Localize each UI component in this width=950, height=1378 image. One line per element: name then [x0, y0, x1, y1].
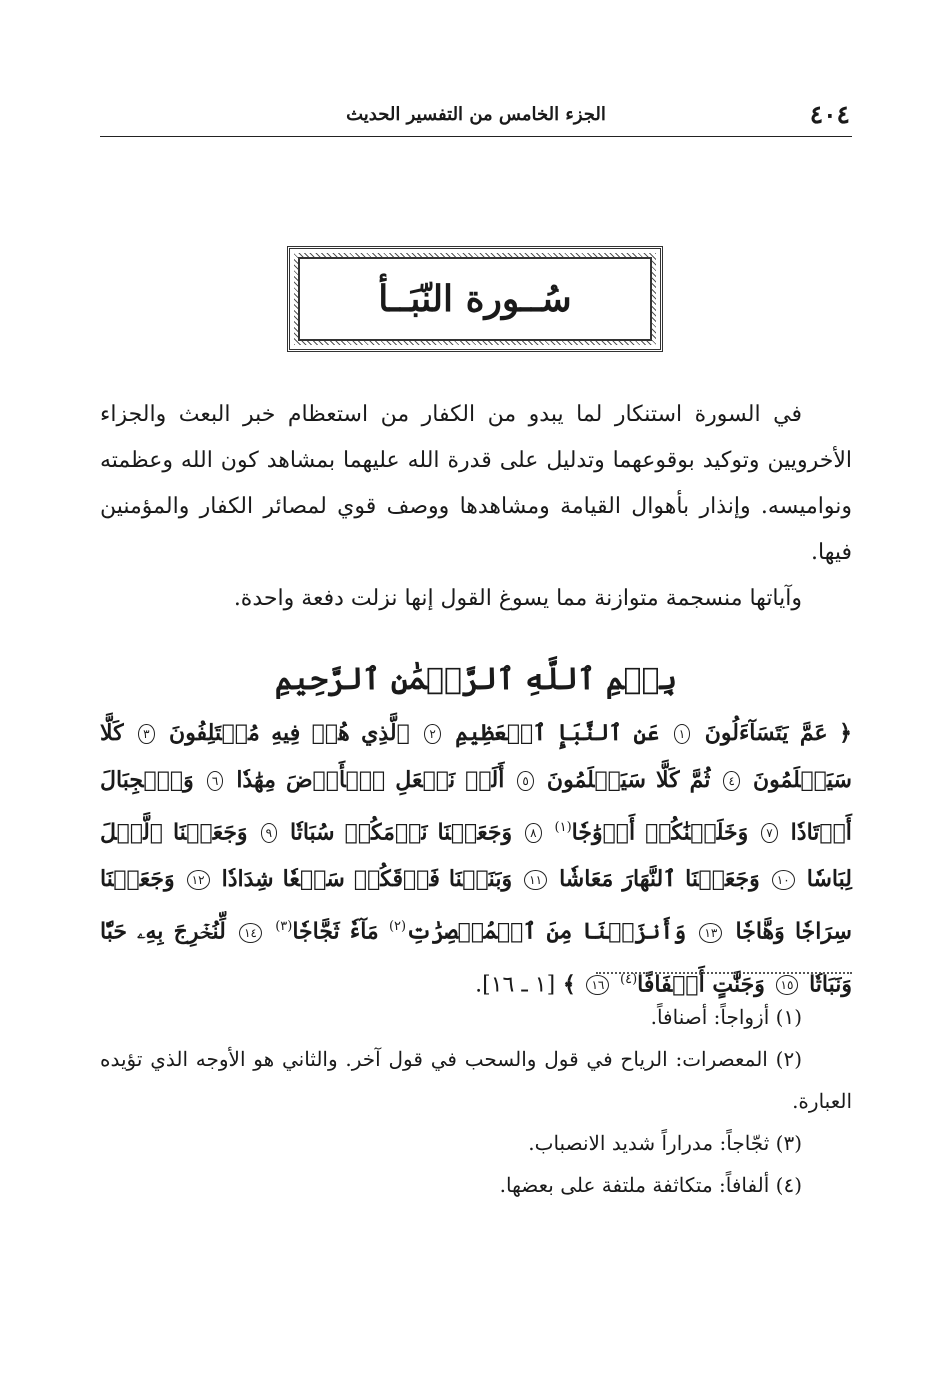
surah-title: سُــورة النّبَــأ: [378, 278, 572, 320]
verse-range-reference: [١ ـ ١٦].: [475, 971, 556, 997]
verse-text: وَأَنزَلۡنَا مِنَ ٱلۡمُعۡصِرَٰتِ: [406, 918, 687, 945]
verse-number: ٥: [517, 771, 533, 791]
verse-text: عَمَّ يَتَسَآءَلُونَ: [704, 720, 828, 746]
verse-text: وَجَنَّٰتٍ أَلۡفَافًا: [637, 970, 765, 997]
verse-number: ١٠: [772, 870, 795, 890]
verse-text: لِّنُخۡرِجَ بِهِۦ حَبّٗا وَنَبَاتٗا: [100, 918, 852, 997]
verse-number: ٢: [424, 724, 440, 744]
verse-text: مَآءٗ ثَجَّاجٗا: [292, 918, 379, 945]
verse-number: ١: [674, 724, 690, 744]
open-ornament: ﴿: [839, 720, 853, 746]
intro-paragraph: في السورة استنكار لما يبدو من الكفار من استعظام خبر البعث والجزاء الأخرويين وتوكيد بوقوعهما وتدليل على قدرة الله عليهما بمشاهد كون الله وعظمته ونواميسه. وإنذار بأهوال القيامة ومشاهدها ووصف قوي لمصائر الكفار والمؤمنين فيها.: [100, 402, 852, 565]
verse-text: عَنِ ٱلنَّبَإِ ٱلۡعَظِيمِ: [455, 720, 660, 746]
verse-number: ١٣: [699, 923, 722, 943]
verse-number: ١٥: [776, 975, 799, 995]
footnote-ref: (٤): [620, 971, 638, 987]
page-number: ٤٠٤: [809, 100, 850, 129]
quran-passage: [100, 710, 852, 1008]
verse-text: وَجَعَلۡنَا نَوۡمَكُمۡ سُبَاتٗا: [290, 819, 513, 846]
running-title: الجزء الخامس من التفسير الحديث: [346, 104, 606, 125]
verse-number: ١٤: [239, 923, 262, 943]
verse-number: ٤: [723, 771, 739, 791]
verse-number: ١٦: [586, 975, 609, 995]
verse-text: ثُمَّ كَلَّا سَيَعۡلَمُونَ: [546, 767, 711, 793]
verse-text: وَجَعَلۡنَا سِرَاجٗا وَهَّاجٗا: [100, 866, 852, 945]
footnote-ref: (١): [554, 820, 572, 835]
footnotes: [100, 996, 852, 1206]
verse-text: ٱلَّذِي هُمۡ فِيهِ مُخۡتَلِفُونَ: [169, 720, 410, 746]
verse-number: ٣: [138, 724, 154, 744]
verse-text: أَلَمۡ نَجۡعَلِ ٱلۡأَرۡضَ مِهَٰدٗا: [236, 767, 505, 793]
footnote-ref: (٢): [388, 919, 407, 935]
ornamental-border: [294, 253, 656, 345]
verse-text: وَخَلَقۡنَٰكُمۡ أَزۡوَٰجٗا: [571, 819, 749, 846]
footnote-ref: (٣): [275, 919, 293, 935]
verse-text: وَجَعَلۡنَا ٱلنَّهَارَ مَعَاشٗا: [559, 866, 760, 893]
basmala: بِسۡمِ ٱللَّهِ ٱلرَّحۡمَٰنِ ٱلرَّحِيمِ: [274, 662, 678, 697]
footnote-2: (٢) المعصرات: الرياح في قول والسحب في قول آخر. والثاني هو الأوجه الذي تؤيده العبارة.: [100, 1047, 852, 1113]
verse-text: وَجَعَلۡنَا ٱلَّيۡلَ لِبَاسٗا: [100, 819, 852, 893]
footnote-3: (٣) ثجّاجاً: مدراراً شديد الانصباب.: [528, 1131, 802, 1155]
verse-number: ٦: [207, 771, 223, 791]
verse-text: وَبَنَيۡنَا فَوۡقَكُمۡ سَبۡعٗا شِدَادٗا: [221, 866, 513, 893]
verse-number: ٩: [261, 823, 277, 843]
footnote-1: (١) أزواجاً: أصنافاً.: [650, 1005, 802, 1029]
verse-text: وَٱلۡجِبَالَ أَوۡتَادٗا: [100, 767, 852, 846]
verse-text: كَلَّا سَيَعۡلَمُونَ: [100, 720, 852, 793]
footnote-separator: [596, 972, 852, 974]
intro-section: [100, 392, 852, 622]
intro-paragraph-2: وآياتها منسجمة متوازنة مما يسوغ القول إنها نزلت دفعة واحدة.: [233, 586, 802, 611]
close-ornament: ﴾: [562, 970, 576, 997]
verse-number: ١٢: [187, 870, 210, 890]
verse-number: ٨: [525, 823, 541, 843]
verse-number: ١١: [524, 870, 547, 890]
running-header: [100, 96, 852, 137]
verse-number: ٧: [761, 823, 777, 843]
footnote-4: (٤) ألفافاً: متكاثفة ملتفة على بعضها.: [499, 1173, 802, 1197]
surah-title-frame: [287, 246, 663, 352]
